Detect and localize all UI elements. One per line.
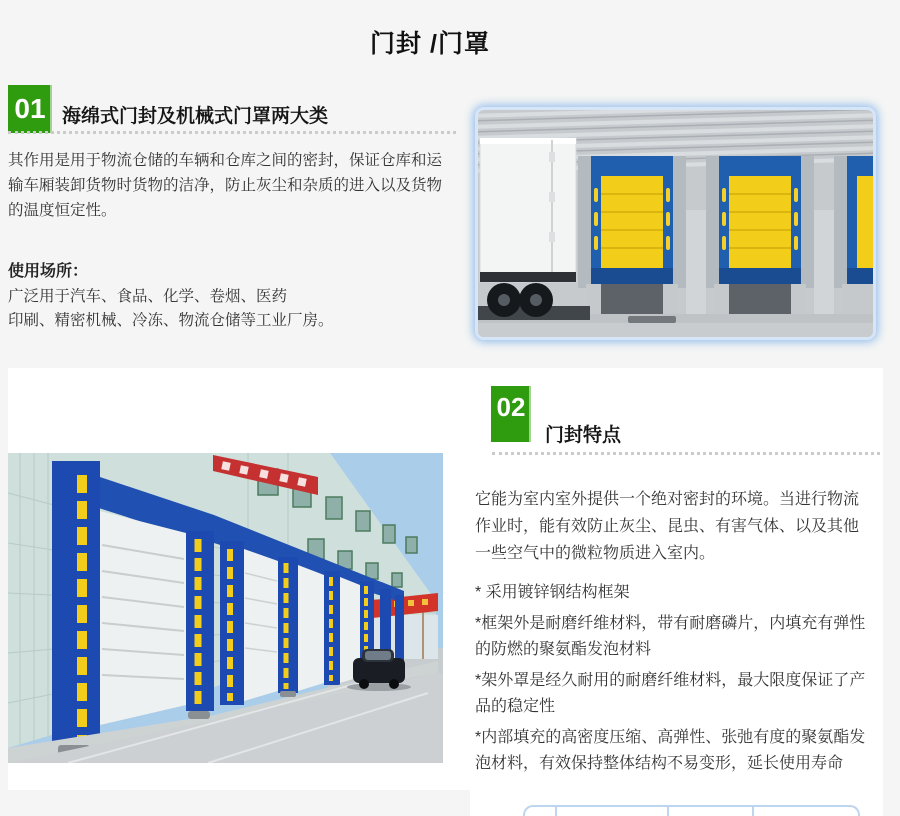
warehouse-dock-shelters-photo (8, 453, 443, 763)
section-02-paragraph: 它能为室内室外提供一个绝对密封的环境。当进行物流作业时，能有效防止灰尘、昆虫、有害气体、以及其他一些空气中的微粒物质进入室内。 (475, 491, 860, 562)
section-01-heading: 海绵式门封及机械式门罩两大类 (62, 106, 329, 127)
section-02-badge: 02 (491, 386, 531, 442)
spec-table-column-divider (667, 807, 669, 816)
section-01-badge: 01 (8, 85, 52, 133)
usage-line: 广泛用于汽车、食品、化学、卷烟、医药 (8, 288, 288, 305)
usage-title: 使用场所： (8, 263, 89, 280)
section-02-dotted-divider (492, 452, 880, 455)
feature-item: * 采用镀锌钢结构框架 (475, 584, 630, 601)
section-02-text-column (475, 486, 867, 782)
spec-table-column-divider (555, 807, 557, 816)
feature-item: *架外罩是经久耐用的耐磨纤维材料，最大限度保证了产品的稳定性 (475, 672, 866, 715)
usage-line: 印刷、精密机械、冷冻、物流仓储等工业厂房。 (8, 312, 334, 329)
warehouse-dock-shelters-illustration (8, 453, 443, 763)
page-title: 门封 /门罩 (370, 30, 490, 58)
spec-table-partial (523, 805, 860, 816)
section-01-dotted-divider (8, 131, 456, 134)
section-02-heading: 门封特点 (545, 425, 622, 446)
spec-table-column-divider (752, 807, 754, 816)
dock-seal-truck-illustration (478, 110, 873, 337)
dock-seal-truck-photo (478, 110, 873, 337)
feature-item: *内部填充的高密度压缩、高弹性、张弛有度的聚氨酯发泡材料，有效保持整体结构不易变形，延长使用寿命 (475, 729, 866, 772)
feature-item: *框架外是耐磨纤维材料，带有耐磨磷片，内填充有弹性的防燃的聚氨酯发泡材料 (475, 615, 866, 658)
section-01-paragraph: 其作用是用于物流仓储的车辆和仓库之间的密封，保证仓库和运输车厢装卸货物时货物的洁净，防止灰尘和杂质的进入以及货物的温度恒定性。 (8, 152, 443, 219)
